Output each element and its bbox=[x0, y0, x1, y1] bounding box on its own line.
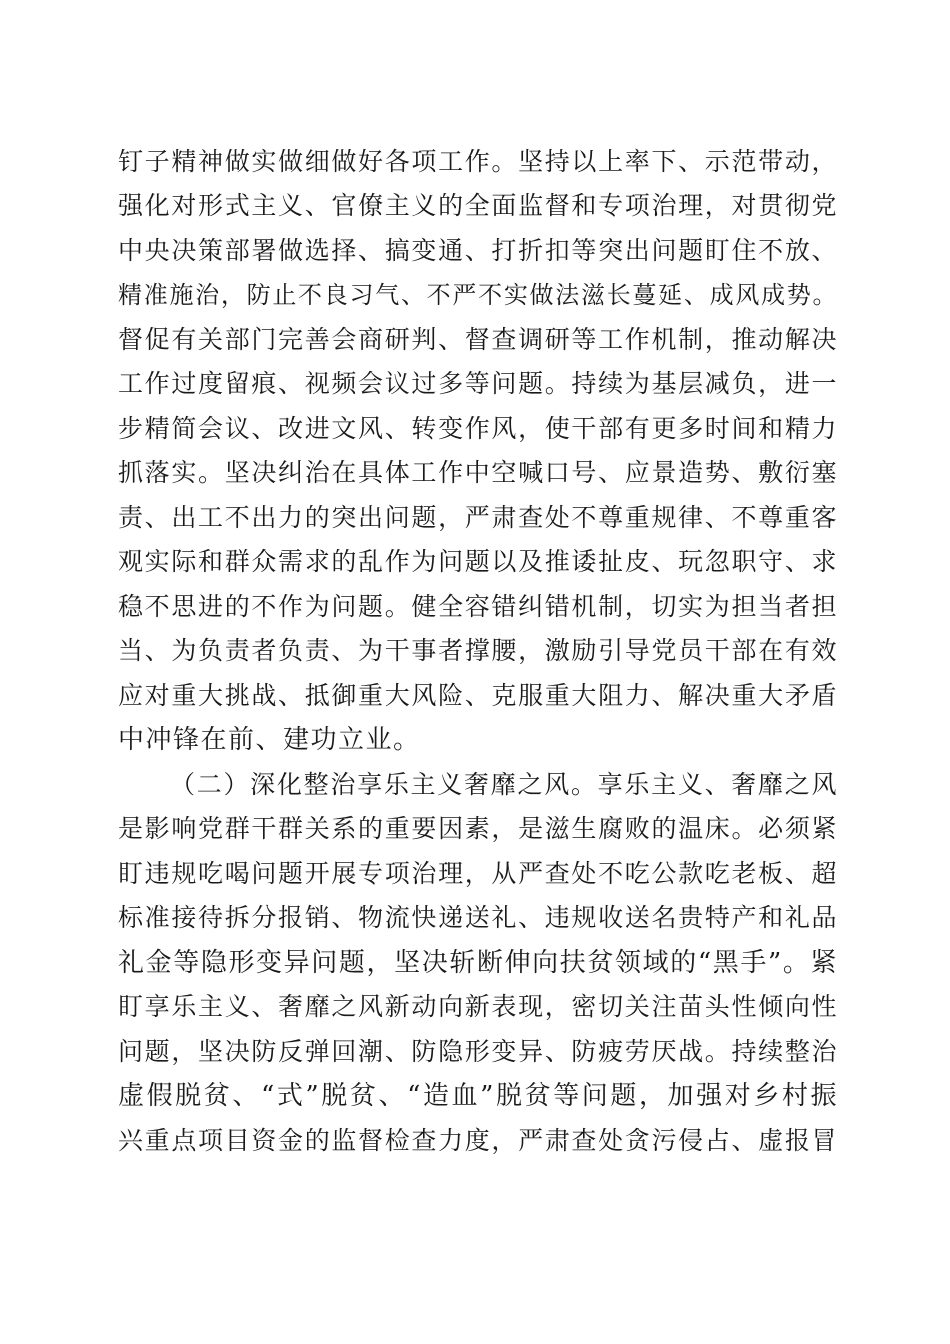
text-line: 标准接待拆分报销、物流快递送礼、违规收送名贵特产和礼品 bbox=[118, 903, 838, 932]
text-line: 是影响党群干群关系的重要因素，是滋生腐败的温床。必须紧 bbox=[118, 814, 838, 843]
text-line: 抓落实。坚决纠治在具体工作中空喊口号、应景造势、敷衍塞 bbox=[118, 458, 838, 487]
text-line: 强化对形式主义、官僚主义的全面监督和专项治理，对贯彻党 bbox=[118, 191, 838, 220]
text-line: 责、出工不出力的突出问题，严肃查处不尊重规律、不尊重客 bbox=[118, 503, 838, 532]
text-line: 督促有关部门完善会商研判、督查调研等工作机制，推动解决 bbox=[118, 325, 838, 354]
text-line: 礼金等隐形变异问题，坚决斩断伸向扶贫领域的“黑手”。紧 bbox=[118, 948, 838, 978]
text-line: 虚假脱贫、“式”脱贫、“造血”脱贫等问题，加强对乡村振 bbox=[118, 1081, 838, 1111]
text-line: 观实际和群众需求的乱作为问题以及推诿扯皮、玩忽职守、求 bbox=[118, 547, 838, 576]
text-line: 问题，坚决防反弹回潮、防隐形变异、防疲劳厌战。持续整治 bbox=[118, 1037, 838, 1066]
text-line: 钉子精神做实做细做好各项工作。坚持以上率下、示范带动， bbox=[118, 147, 838, 176]
text-line: 稳不思进的不作为问题。健全容错纠错机制，切实为担当者担 bbox=[118, 592, 838, 621]
text-line: 精准施治，防止不良习气、不严不实做法滋长蔓延、成风成势。 bbox=[118, 281, 838, 309]
section-heading-line: （二）深化整治享乐主义奢靡之风。享乐主义、奢靡之风 bbox=[170, 770, 838, 799]
text-line: 应对重大挑战、抵御重大风险、克服重大阻力、解决重大矛盾 bbox=[118, 681, 838, 710]
text-line: 当、为负责者负责、为干事者撑腰，激励引导党员干部在有效 bbox=[118, 636, 838, 665]
text-line: 盯违规吃喝问题开展专项治理，从严查处不吃公款吃老板、超 bbox=[118, 859, 838, 888]
text-line: 中央决策部署做选择、搞变通、打折扣等突出问题盯住不放、 bbox=[118, 236, 838, 265]
text-line: 盯享乐主义、奢靡之风新动向新表现，密切关注苗头性倾向性 bbox=[118, 992, 838, 1021]
text-line: 工作过度留痕、视频会议过多等问题。持续为基层减负，进一 bbox=[118, 369, 838, 398]
text-line: 中冲锋在前、建功立业。 bbox=[118, 725, 421, 755]
text-line: 兴重点项目资金的监督检查力度，严肃查处贪污侵占、虚报冒 bbox=[118, 1126, 838, 1155]
text-line: 步精简会议、改进文风、转变作风，使干部有更多时间和精力 bbox=[118, 414, 838, 443]
